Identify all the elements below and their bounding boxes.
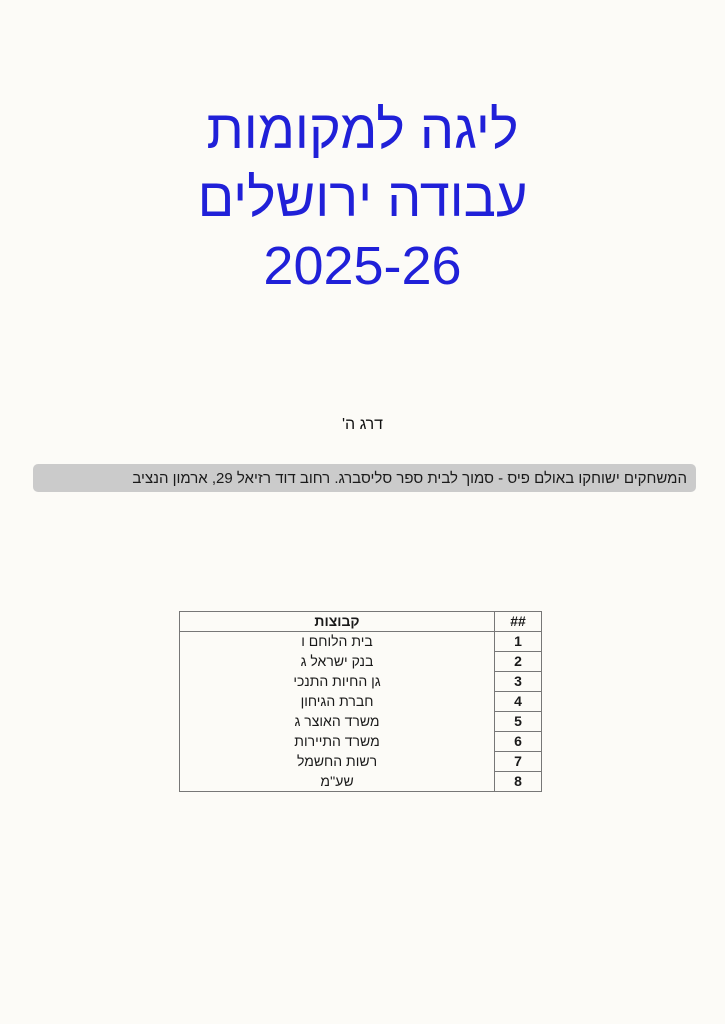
venue-notice-text: המשחקים ישוחקו באולם פיס - סמוך לבית ספר סליסברג. רחוב דוד רזיאל 29, ארמון הנציב xyxy=(132,469,687,487)
team-name-cell: בנק ישראל ג xyxy=(300,653,374,669)
row-number-cell: 8 xyxy=(495,772,542,792)
table-row xyxy=(180,672,542,692)
team-name-cell: שע''מ xyxy=(320,772,354,789)
table-row xyxy=(180,712,542,732)
page-title xyxy=(0,96,725,300)
page-title-line-3: 2025-26 xyxy=(263,236,462,296)
table-row xyxy=(180,652,542,672)
row-number-cell: 5 xyxy=(495,712,542,732)
row-number-cell: 3 xyxy=(495,672,542,692)
table-row xyxy=(180,632,542,652)
venue-notice xyxy=(33,464,696,492)
table-row xyxy=(180,732,542,752)
grade-subtitle: דרג ה' xyxy=(341,416,384,433)
groups-table-body xyxy=(180,632,542,792)
page-title-line-2: עבודה ירושלים xyxy=(197,168,528,228)
team-name-cell: משרד התיירות xyxy=(294,733,380,749)
row-number-cell: 6 xyxy=(495,732,542,752)
row-number-cell: 1 xyxy=(495,632,542,652)
page-title-line-1: ליגה למקומות xyxy=(206,100,519,160)
team-name-cell: רשות החשמל xyxy=(296,753,378,769)
table-row xyxy=(180,692,542,712)
team-name-cell: גן החיות התנכי xyxy=(293,673,381,689)
header-row xyxy=(180,612,542,632)
groups-table xyxy=(179,611,542,792)
col-header-number: ## xyxy=(495,612,542,632)
team-name-cell: בית הלוחם ו xyxy=(301,633,373,650)
row-number-cell: 7 xyxy=(495,752,542,772)
row-number-cell: 4 xyxy=(495,692,542,712)
groups-table-header xyxy=(180,612,542,632)
table-row xyxy=(180,752,542,772)
table-row xyxy=(180,772,542,792)
team-name-cell: משרד האוצר ג xyxy=(294,713,380,729)
col-header-teams: קבוצות xyxy=(180,612,495,632)
team-name-cell: חברת הגיחון xyxy=(300,693,374,709)
row-number-cell: 2 xyxy=(495,652,542,672)
